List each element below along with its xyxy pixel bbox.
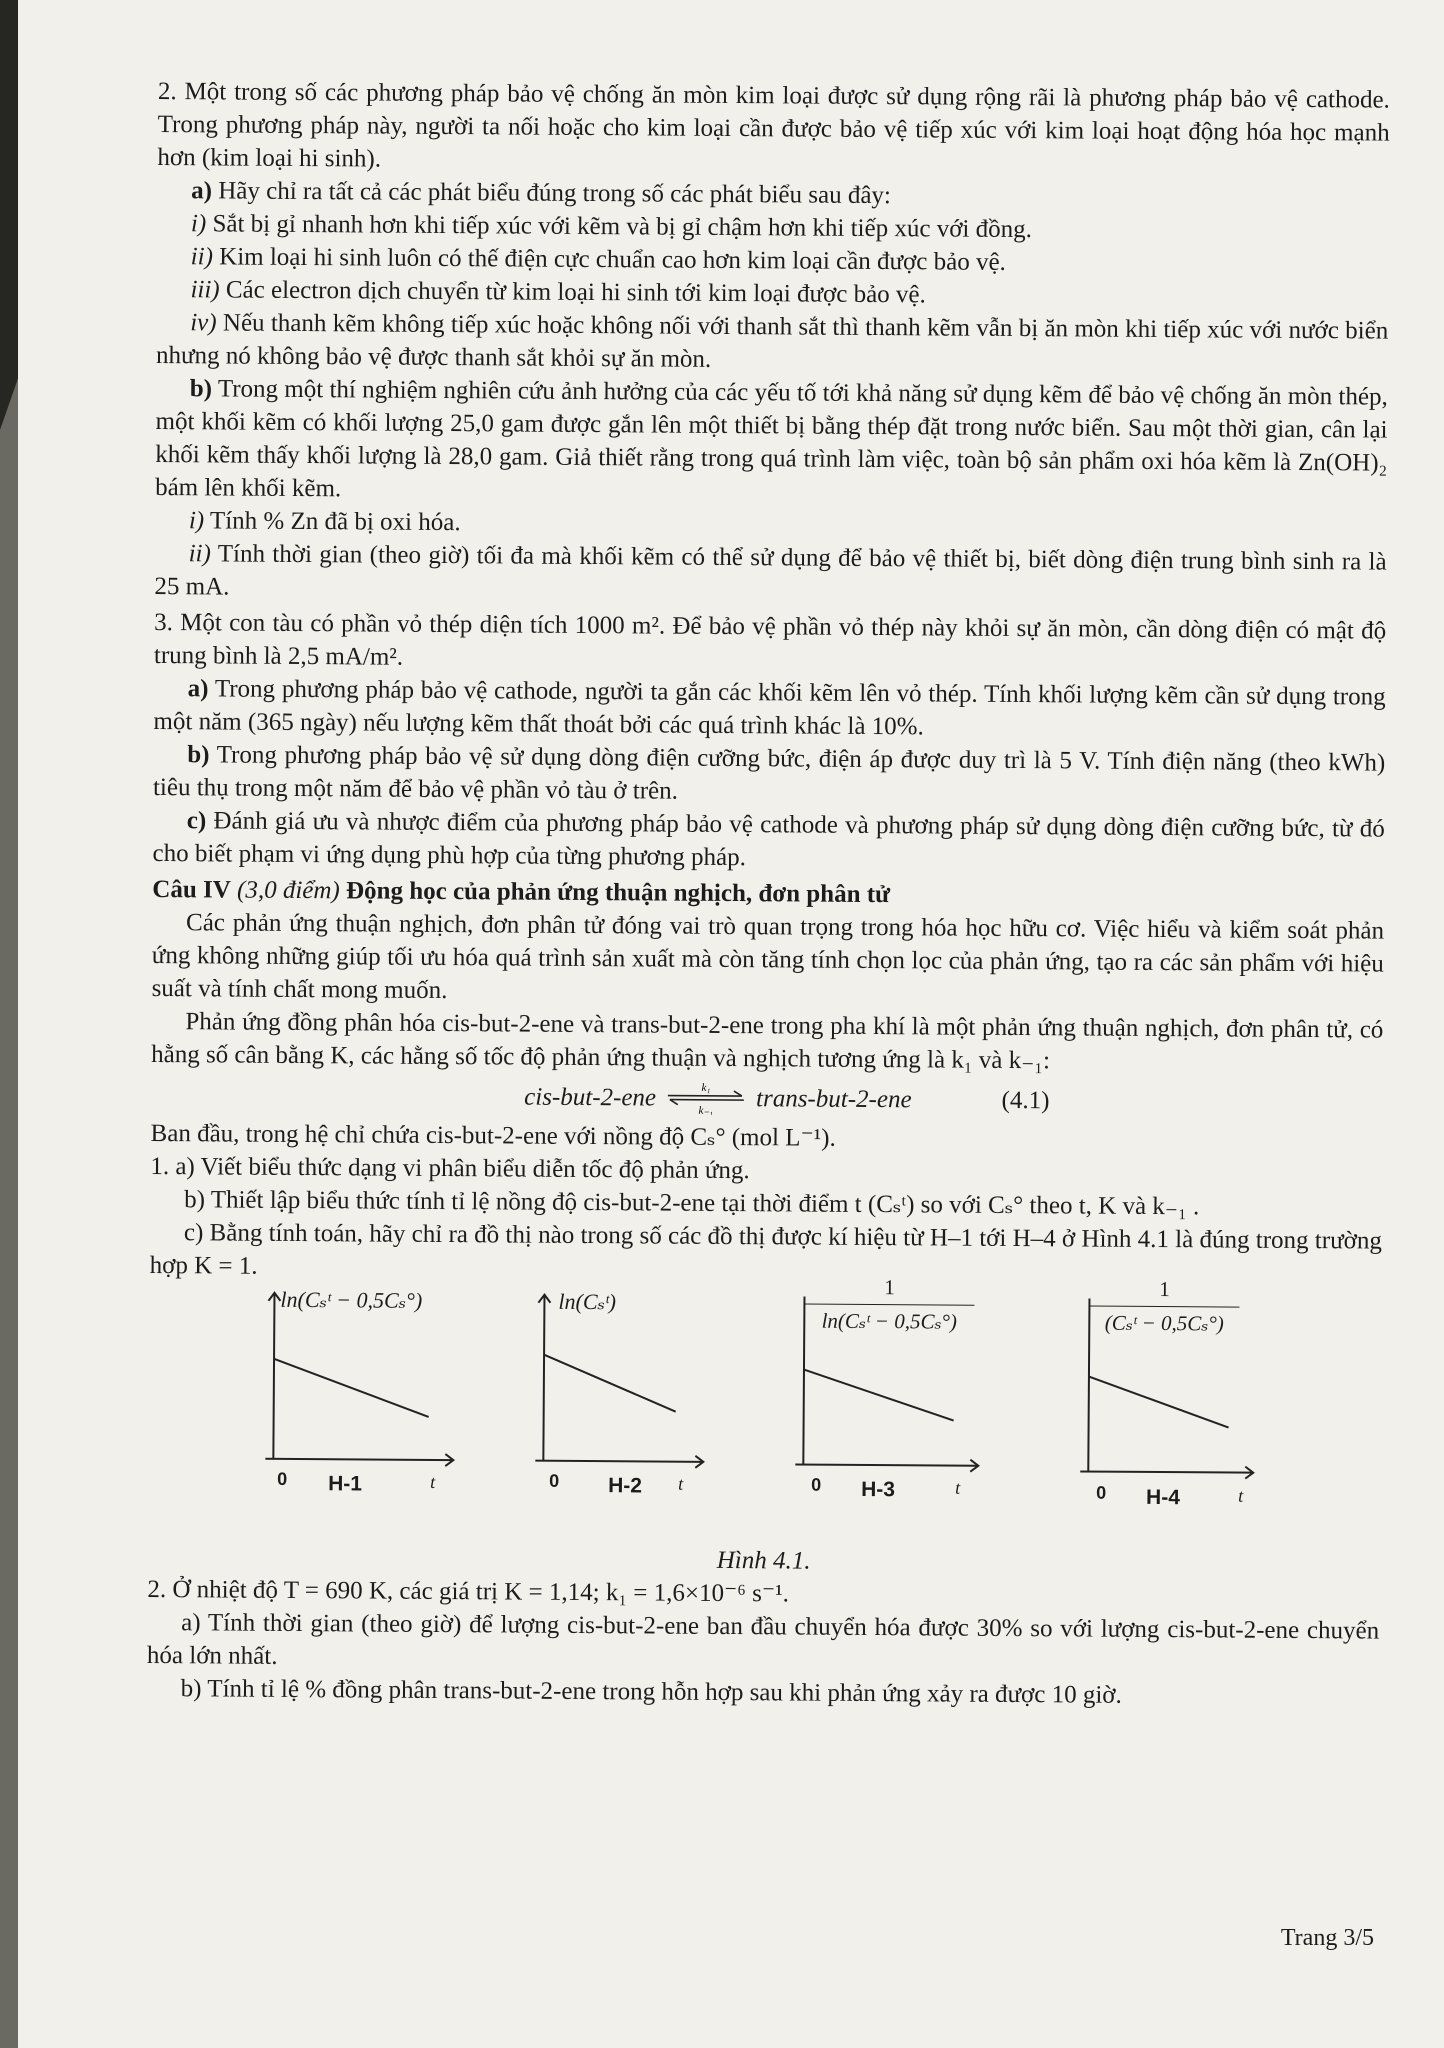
figure-caption: Hình 4.1. [716, 1546, 811, 1575]
q2-statement-1: i) Sắt bị gỉ nhanh hơn khi tiếp xúc với kẽm và bị gỉ chậm hơn khi tiếp xúc với đồng. [190, 210, 1033, 244]
h2-data-line [544, 1355, 676, 1412]
page-content [147, 75, 1390, 1714]
q4-2b: b) Tính tỉ lệ % đồng phân trans-but-2-ene trong hỗn hợp sau khi phản ứng xảy ra được 10 giờ. [180, 1675, 1122, 1709]
h3-data-line [804, 1370, 954, 1421]
q4-paragraph-1: Các phản ứng thuận nghịch, đơn phân tử đóng vai trò quan trọng trong hóa học hữu cơ. Việc hiểu và kiểm soát phản ứng không những giúp tối ưu hóa quá trình sản xuất mà còn tăng tính chọn lọc của phản ứng, tạo ra các sản phẩm với hiệu suất và tính chất mong muốn. [151, 909, 1385, 1005]
equilibrium-arrow-icon [666, 1081, 746, 1116]
h1-origin: 0 [277, 1468, 288, 1489]
h4-name: H-4 [1146, 1485, 1181, 1510]
k-reverse-label: k₋₁ [698, 1104, 714, 1116]
q4-2a: a) Tính thời gian (theo giờ) để lượng cis-but-2-ene ban đầu chuyển hóa được 30% so với lượng cis-but-2-ene chuyển hóa lớn nhất. [146, 1609, 1380, 1670]
h3-t-label: t [955, 1477, 961, 1498]
figure-4-1-graphs [148, 1275, 1382, 1549]
h4-origin: 0 [1096, 1482, 1107, 1503]
document-page [18, 0, 1444, 2048]
h1-t-label: t [430, 1471, 436, 1492]
equation-right: trans-but-2-ene [755, 1084, 912, 1113]
q2-b-ii: ii) Tính thời gian (theo giờ) tối đa mà khối kẽm có thể sử dụng để bảo vệ thiết bị, biết dòng điện trung bình sinh ra là 25 mA. [154, 540, 1387, 601]
equation-left: cis-but-2-ene [524, 1083, 657, 1112]
q3-c: c) Đánh giá ưu và nhược điểm của phương pháp bảo vệ cathode và phương pháp sử dụng dòng điện cưỡng bức, từ đó cho biết phạm vi ứng dụng phù hợp của từng phương pháp. [152, 807, 1385, 872]
q2-intro: 2. Một trong số các phương pháp bảo vệ chống ăn mòn kim loại được sử dụng rộng rãi là phương pháp bảo vệ cathode. Trong phương pháp này, người ta nối hoặc cho kim loại cần được bảo vệ tiếp xúc với kim loại hoạt động hóa học mạnh hơn (kim loại hi sinh). [157, 77, 1390, 173]
q3-intro: 3. Một con tàu có phần vỏ thép diện tích 1000 m². Để bảo vệ phần vỏ thép này khỏi sự ăn mòn, cần dòng điện có mật độ trung bình là 2,5 mA/m². [153, 608, 1387, 671]
h2-origin: 0 [549, 1470, 560, 1491]
q4-1c: c) Bằng tính toán, hãy chỉ ra đồ thị nào trong số các đồ thị được kí hiệu từ H–1 tới H–4 ở Hình 4.1 là đúng trong trường hợp K = 1. [149, 1219, 1382, 1280]
q4-paragraph-2: Phản ứng đồng phân hóa cis-but-2-ene và trans-but-2-ene trong pha khí là một phản ứng thuận nghịch, đơn phân tử, có hằng số cân bằng K, các hằng số tốc độ phản ứng thuận và nghịch tương ứng là k₁ và k₋₁: [151, 1008, 1384, 1075]
q2-a: a) Hãy chỉ ra tất cả các phát biểu đúng trong số các phát biểu sau đây: [191, 177, 892, 210]
q3-b: b) Trong phương pháp bảo vệ sử dụng dòng điện cưỡng bức, điện áp được duy trì là 5 V. Tính điện năng (theo kWh) tiêu thụ trong một năm để bảo vệ phần vỏ tàu ở trên. [152, 741, 1386, 805]
graph-h3 [803, 1275, 1065, 1547]
h1-y-label: ln(Cₛᵗ − 0,5Cₛ°) [280, 1286, 423, 1313]
h4-t-label: t [1238, 1485, 1244, 1506]
h1-name: H-1 [328, 1472, 363, 1496]
h2-y-label: ln(Cₛᵗ) [558, 1288, 617, 1315]
h3-name: H-3 [861, 1477, 896, 1502]
q4-2: 2. Ở nhiệt độ T = 690 K, các giá trị K = 1,14; k₁ = 1,6×10⁻⁶ s⁻¹. [147, 1575, 789, 1608]
h3-y-label: 1 ln(Cₛᵗ − 0,5Cₛ°) [804, 1271, 974, 1339]
graph-h4 [1088, 1277, 1350, 1549]
q2-statement-2: ii) Kim loại hi sinh luôn có thế điện cực chuẩn cao hơn kim loại cần được bảo vệ. [190, 243, 1006, 276]
equation-number: (4.1) [1001, 1086, 1050, 1114]
graph-h2 [543, 1288, 805, 1545]
q2-b: b) Trong một thí nghiệm nghiên cứu ảnh hưởng của các yếu tố tới khả năng sử dụng kẽm để bảo vệ chống ăn mòn thép, một khối kẽm có khối lượng 25,0 gam được gắn lên một thiết bị bằng thép đặt trong nước biển. Sau một thời gian, cân lại khối kẽm thấy khối lượng là 28,0 gam. Giả thiết rằng trong quá trình làm việc, toàn bộ sản phẩm oxi hóa kẽm là Zn(OH)₂ bám lên khối kẽm. [155, 375, 1388, 503]
h2-name: H-2 [608, 1474, 643, 1498]
k-forward-label: k₁ [701, 1081, 711, 1094]
graph-h1 [273, 1286, 535, 1543]
h4-data-line [1089, 1377, 1229, 1428]
page-number: Trang 3/5 [1280, 1925, 1374, 1951]
h2-t-label: t [678, 1473, 684, 1494]
q3-a: a) Trong phương pháp bảo vệ cathode, người ta gắn các khối kẽm lên vỏ thép. Tính khối lượng kẽm cần sử dụng trong một năm (365 ngày) nếu lượng kẽm thất thoát bởi các quá trình khác là 10%. [153, 675, 1386, 741]
q2-statement-3: iii) Các electron dịch chuyển từ kim loại hi sinh tới kim loại được bảo vệ. [190, 276, 926, 309]
h1-data-line [274, 1359, 429, 1417]
q4-heading: Câu IV (3,0 điểm) Động học của phản ứng thuận nghịch, đơn phân tử [152, 875, 891, 909]
q4-1b: b) Thiết lập biểu thức tính tỉ lệ nồng độ cis-but-2-ene tại thời điểm t (Cₛᵗ) so với Cₛ° theo t, K và k₋₁ . [184, 1186, 1200, 1221]
h4-y-label: 1 (Cₛᵗ − 0,5Cₛ°) [1089, 1273, 1239, 1341]
h3-origin: 0 [811, 1474, 822, 1495]
q4-1a: 1. a) Viết biểu thức dạng vi phân biểu diễn tốc độ phản ứng. [150, 1152, 750, 1185]
q4-initial-condition: Ban đầu, trong hệ chỉ chứa cis-but-2-ene với nồng độ Cₛ° (mol L⁻¹). [150, 1119, 836, 1152]
q2-statement-4: iv) Nếu thanh kẽm không tiếp xúc hoặc không nối với thanh sắt thì thanh kẽm vẫn bị ăn mòn khi tiếp xúc với nước biển nhưng nó không bảo vệ được thanh sắt khỏi sự ăn mòn. [155, 309, 1389, 373]
q2-b-i: i) Tính % Zn đã bị oxi hóa. [188, 507, 461, 537]
